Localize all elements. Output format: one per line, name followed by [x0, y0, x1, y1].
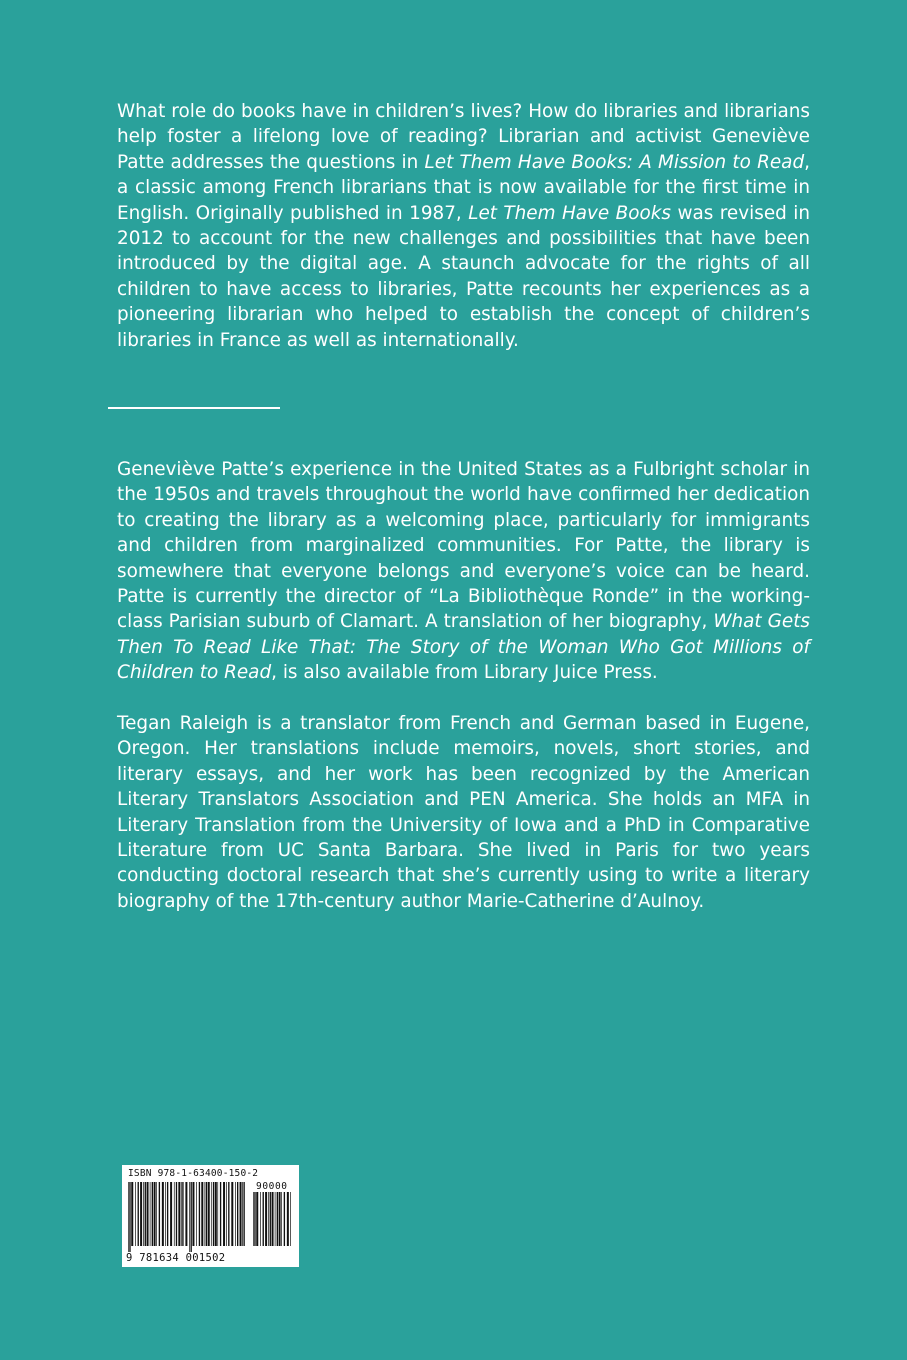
barcode-bar: [129, 1182, 130, 1252]
barcode-bar: [223, 1182, 225, 1246]
barcode-bar: [226, 1182, 227, 1246]
author-bio-text-2: , is also available from Library Juice Press.: [271, 662, 658, 684]
barcode-bar: [240, 1182, 242, 1246]
barcode-bar: [181, 1182, 182, 1246]
blurb-paragraph: [117, 99, 810, 353]
author-bio: [117, 457, 810, 686]
section-divider: [108, 407, 280, 409]
barcode-bar: [140, 1182, 142, 1246]
barcode-bar: [128, 1182, 129, 1252]
barcode-bar: [199, 1182, 200, 1246]
barcode-bar: [228, 1182, 229, 1246]
barcode-bar: [131, 1182, 133, 1246]
barcode-bar: [231, 1182, 233, 1246]
barcode-bar: [237, 1182, 238, 1246]
barcode-bar: [201, 1182, 203, 1246]
barcode-bar: [174, 1182, 175, 1246]
barcode-bar: [189, 1182, 190, 1252]
barcode-bar: [150, 1182, 151, 1246]
barcode-bar: [235, 1182, 236, 1246]
barcode-bar: [138, 1182, 139, 1246]
barcode-bar: [206, 1182, 207, 1246]
barcode-bar: [185, 1182, 187, 1246]
barcode-bar: [284, 1192, 285, 1246]
barcode-bar: [152, 1182, 153, 1246]
barcode-bar: [162, 1182, 164, 1246]
barcode-bar: [215, 1182, 217, 1246]
blurb-text-2: , a classic among French librarians that is now available for the first time in English. Originally published in 1987,: [117, 151, 810, 224]
barcode-bar: [270, 1192, 271, 1246]
barcode-digits: 9 781634 001502: [126, 1252, 226, 1264]
translator-bio: [117, 711, 810, 914]
barcode-bar: [165, 1182, 166, 1246]
blurb-text-1: What role do books have in children’s lives? How do libraries and librarians help foster a lifelong love of reading? Librarian and activist Geneviève Patte addresses the questions in: [117, 101, 810, 173]
barcode-bar: [191, 1182, 192, 1252]
barcode-bar: [196, 1182, 197, 1246]
translator-bio-paragraph: Tegan Raleigh is a translator from French and German based in Eugene, Oregon. Her translations include memoirs, novels, short stories, and literary essays, and her work has been recognized by the American Literary Translators Association and PEN America. She holds an MFA in Literary Translation from the University of Iowa and a PhD in Comparative Literature from UC Santa Barbara. She lived in Paris for two years conducting doctoral research that she’s currently using to write a literary biography of the 17th-century author Marie-Catherine d’Aulnoy.: [117, 713, 810, 912]
barcode-bar: [156, 1182, 157, 1246]
barcode-bar: [205, 1182, 206, 1246]
author-bio-text-1: Geneviève Patte’s experience in the United States as a Fulbright scholar in the 1950s and travels throughout the world have confirmed her dedication to creating the library as a welcoming place, particularly for immigrants and children from marginalized communities. For Patte, the library is somewhere that everyone belongs and everyone’s voice can be heard. Patte is currently the director of “La Bibliothèque Ronde” in the working-class Parisian suburb of Clamart. A translation of her biography,: [117, 459, 810, 633]
barcode-bar: [192, 1182, 194, 1246]
isbn-barcode: [122, 1165, 299, 1267]
barcode-bar: [182, 1182, 183, 1246]
barcode-bar: [145, 1182, 146, 1246]
barcode-bar: [147, 1182, 149, 1246]
barcode-bar: [242, 1182, 243, 1246]
barcode-bar: [253, 1192, 254, 1246]
barcode-bar: [176, 1182, 177, 1246]
blurb-book-title: Let Them Have Books: A Mission to Read: [424, 151, 805, 173]
barcode-bar: [272, 1192, 274, 1246]
barcode-bar: [254, 1192, 255, 1246]
barcode-bar: [279, 1192, 281, 1246]
barcode-bar: [260, 1192, 261, 1246]
blurb-text-3: was revised in 2012 to account for the new challenges and possibilities that have been introduced by the digital age. A staunch advocate for the rights of all children to have access to libraries, Patte recounts her experiences as a pioneering librarian who helped to establish the concept of children’s libraries in France as well as internationally.: [117, 202, 810, 351]
barcode-bar: [154, 1182, 156, 1246]
barcode-bar: [281, 1192, 282, 1246]
barcode-bar: [217, 1182, 218, 1246]
barcode-bar: [265, 1192, 267, 1246]
blurb-book-title-short: Let Them Have Books: [468, 202, 672, 224]
isbn-label: ISBN 978-1-63400-150-2: [128, 1168, 259, 1179]
barcode-bar: [275, 1192, 276, 1246]
barcode-bar: [268, 1192, 269, 1246]
book-blurb: [117, 99, 810, 353]
barcode-bar: [211, 1182, 212, 1246]
barcode-bars-icon: [128, 1182, 246, 1252]
barcode-bar: [256, 1192, 258, 1246]
barcode-bar: [213, 1182, 214, 1246]
barcode-bar: [167, 1182, 168, 1246]
barcode-addon-label: 90000: [256, 1181, 288, 1192]
barcode-bar: [178, 1182, 180, 1246]
barcode-bar: [290, 1192, 291, 1246]
barcode-bar: [287, 1192, 289, 1246]
barcode-bar: [220, 1182, 221, 1246]
author-bio-biography-title: What Gets Then To Read Like That: The Story of the Woman Who Got Millions of Children to Read: [117, 611, 810, 684]
barcode-bar: [277, 1192, 278, 1246]
barcode-bar: [159, 1182, 160, 1246]
barcode-bar: [170, 1182, 172, 1246]
barcode-addon-bars-icon: [253, 1192, 293, 1252]
barcode-bar: [208, 1182, 210, 1246]
barcode-bar: [263, 1192, 264, 1246]
author-bio-paragraph: [117, 457, 810, 686]
barcode-bar: [143, 1182, 144, 1246]
barcode-bar: [243, 1182, 244, 1246]
barcode-bar: [135, 1182, 136, 1246]
